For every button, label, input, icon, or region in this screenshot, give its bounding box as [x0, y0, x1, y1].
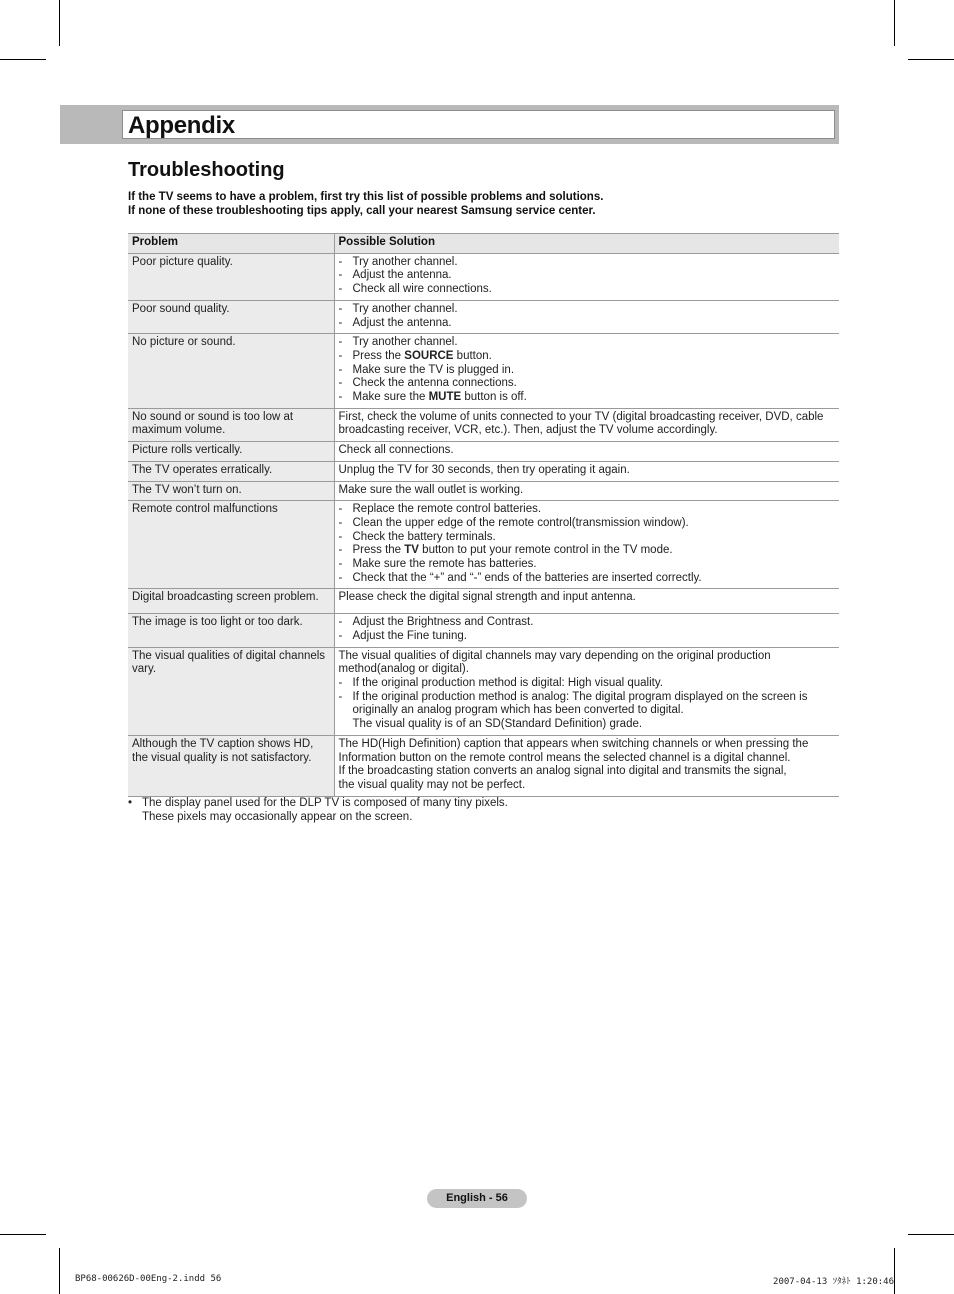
solution-item: - If the original production method is analog: The digital program displayed on the screen is originally an analog program which has been converted to digital. [338, 690, 808, 717]
table-row [128, 614, 839, 647]
table-row [128, 408, 839, 441]
problem-cell: Picture rolls vertically. [128, 442, 334, 462]
tv-button-label: TV [404, 544, 419, 557]
solution-item: - Make sure the remote has batteries. [338, 558, 537, 571]
problem-cell: Although the TV caption shows HD, the visual quality is not satisfactory. [128, 735, 334, 796]
page-number-badge: English - 56 [427, 1189, 527, 1208]
solution-item: - Try another channel. [338, 302, 458, 315]
solution-cell: Make sure the wall outlet is working. [334, 481, 839, 501]
solution-cell [334, 300, 839, 333]
problem-cell: Poor sound quality. [128, 300, 334, 333]
problem-cell: No picture or sound. [128, 334, 334, 409]
table-row [128, 442, 839, 462]
solution-item: - Check that the “+” and “-” ends of the batteries are inserted correctly. [338, 571, 702, 584]
solution-cell [334, 334, 839, 409]
table-row [128, 735, 839, 796]
problem-cell: Poor picture quality. [128, 253, 334, 300]
crop-mark [59, 1248, 60, 1294]
solution-item: - Try another channel. [338, 336, 458, 349]
table-row [128, 589, 839, 614]
problem-cell: No sound or sound is too low at maximum volume. [128, 408, 334, 441]
solution-cell [334, 647, 839, 735]
header-problem: Problem [128, 234, 334, 254]
problem-cell: The image is too light or too dark. [128, 614, 334, 647]
solution-item: - Try another channel. [338, 255, 458, 268]
mute-button-label: MUTE [428, 391, 462, 404]
intro-text [128, 190, 848, 218]
crop-mark [908, 1234, 954, 1235]
solution-cell [334, 501, 839, 589]
crop-mark [908, 59, 954, 60]
solution-text: the visual quality may not be perfect. [338, 778, 526, 791]
solution-cell: Please check the digital signal strength and input antenna. [334, 589, 839, 614]
problem-cell: The TV operates erratically. [128, 461, 334, 481]
table-row [128, 647, 839, 735]
table-row [128, 300, 839, 333]
solution-text: If the broadcasting station converts an analog signal into digital and transmits the signal, [338, 765, 787, 778]
note-line: The display panel used for the DLP TV is composed of many tiny pixels. [142, 797, 508, 809]
source-button-label: SOURCE [404, 349, 454, 362]
footer-timestamp: 2007-04-13 ｿﾀﾈﾄ 1:20:46 [773, 1277, 894, 1287]
solution-item: - Clean the upper edge of the remote control(transmission window). [338, 516, 689, 529]
solution-text: The visual qualities of digital channels may vary depending on the original production method(analog or digital). [338, 649, 771, 676]
crop-mark [0, 59, 46, 60]
header-solution: Possible Solution [334, 234, 839, 254]
banner-inner [122, 110, 835, 139]
solution-item: - Replace the remote control batteries. [338, 503, 542, 516]
troubleshooting-table [128, 233, 839, 797]
solution-cell: Check all connections. [334, 442, 839, 462]
solution-item: - Adjust the Fine tuning. [338, 629, 467, 642]
table-row [128, 253, 839, 300]
table-row [128, 334, 839, 409]
solution-item: - Check the antenna connections. [338, 377, 517, 390]
note-line: These pixels may occasionally appear on the screen. [142, 811, 413, 823]
solution-item: - Check the battery terminals. [338, 530, 496, 543]
table-row [128, 501, 839, 589]
intro-line: If the TV seems to have a problem, first try this list of possible problems and solutions. [128, 191, 604, 203]
solution-text: The HD(High Definition) caption that appears when switching channels or when pressing the Information button on the remote control means the selected channel is a digital channel. [338, 737, 809, 764]
problem-cell: Remote control malfunctions [128, 501, 334, 589]
solution-item: - Check all wire connections. [338, 283, 492, 296]
problem-cell: Digital broadcasting screen problem. [128, 589, 334, 614]
crop-mark [894, 0, 895, 46]
table-header-row [128, 234, 839, 254]
appendix-banner [60, 105, 839, 144]
solution-cell [334, 614, 839, 647]
solution-item: - Press the TV button to put your remote control in the TV mode. [338, 544, 673, 557]
table-row [128, 481, 839, 501]
problem-cell: The visual qualities of digital channels vary. [128, 647, 334, 735]
solution-item: - Adjust the antenna. [338, 316, 452, 329]
problem-cell: The TV won’t turn on. [128, 481, 334, 501]
table-row [128, 461, 839, 481]
solution-cell: First, check the volume of units connected to your TV (digital broadcasting receiver, DVD, cable broadcasting receiver, VCR, etc.). Then, adjust the TV volume accordingly. [334, 408, 839, 441]
page-title: Appendix [128, 112, 235, 139]
solution-item: - Adjust the antenna. [338, 269, 452, 282]
solution-indent-text: The visual quality is of an SD(Standard Definition) grade. [352, 718, 643, 731]
crop-mark [894, 1248, 895, 1294]
bullet-icon: • [128, 797, 133, 809]
crop-mark [0, 1234, 46, 1235]
section-title: Troubleshooting [128, 159, 285, 181]
solution-cell [334, 735, 839, 796]
crop-mark [59, 0, 60, 46]
footer-file-info: BP68-00626D-00Eng-2.indd 56 [75, 1274, 222, 1284]
solution-item: - Make sure the TV is plugged in. [338, 363, 515, 376]
solution-cell [334, 253, 839, 300]
intro-line: If none of these troubleshooting tips apply, call your nearest Samsung service center. [128, 205, 596, 217]
solution-item: - If the original production method is digital: High visual quality. [338, 676, 663, 689]
solution-item: - Press the SOURCE button. [338, 349, 492, 362]
note [128, 796, 508, 824]
solution-item: - Make sure the MUTE button is off. [338, 391, 527, 404]
solution-item: - Adjust the Brightness and Contrast. [338, 616, 534, 629]
solution-cell: Unplug the TV for 30 seconds, then try operating it again. [334, 461, 839, 481]
